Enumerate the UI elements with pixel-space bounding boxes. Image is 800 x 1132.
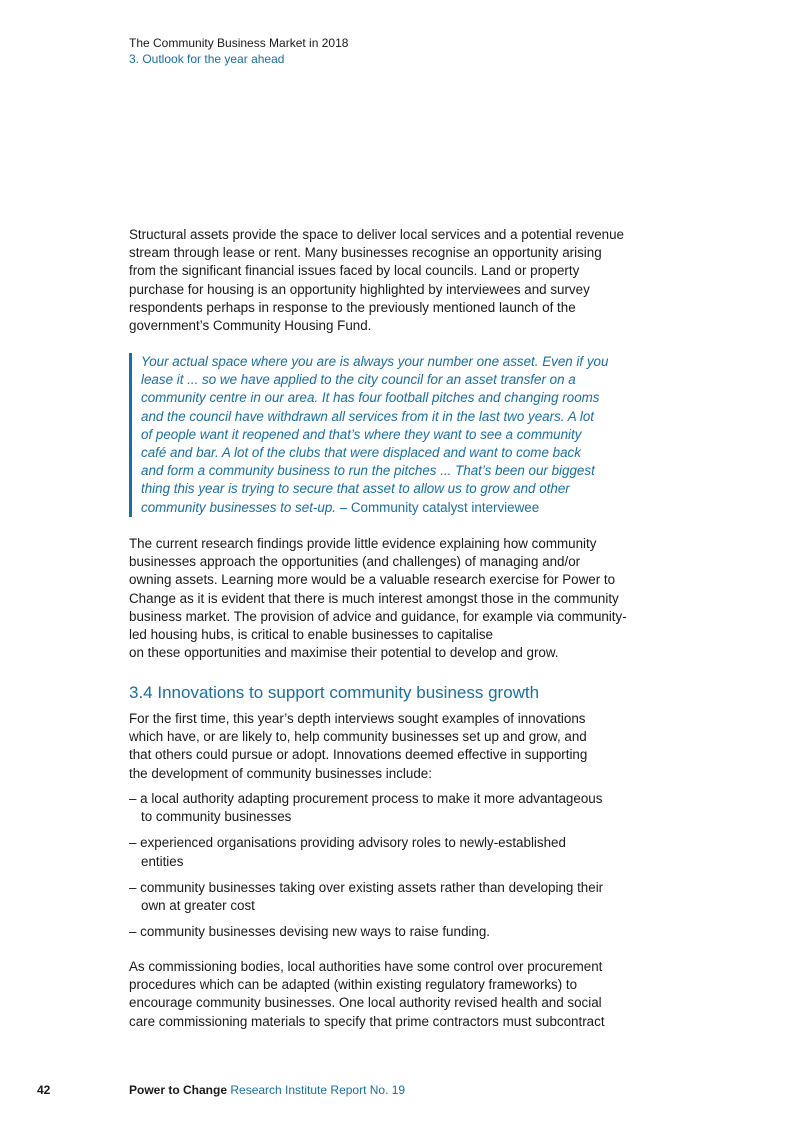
running-header (129, 35, 348, 67)
list-item (129, 834, 603, 870)
section-title: 3. Outlook for the year ahead (129, 52, 285, 66)
text-line: that others could pursue or adopt. Innovations deemed effective in supporting (129, 747, 588, 763)
text-line: owning assets. Learning more would be a valuable research exercise for Power to (129, 572, 616, 588)
quote-line: lease it ... so we have applied to the city council for an asset transfer on a (141, 372, 576, 388)
paragraph-structural-assets (129, 226, 624, 335)
quote-line: and the council have withdrawn all services from it in the last two years. A lot (141, 408, 595, 424)
text-line: purchase for housing is an opportunity highlighted by interviewees and survey (129, 281, 590, 297)
page-number: 42 (37, 1083, 51, 1097)
report-name: Research Institute Report No. 19 (227, 1083, 406, 1097)
quote-line: Your actual space where you are is always your number one asset. Even if you (141, 354, 609, 369)
text-line: led housing hubs, is critical to enable businesses to capitalise (129, 627, 493, 643)
list-item-line: own at greater cost (141, 898, 255, 914)
innovations-list (129, 790, 603, 949)
list-item-line: – experienced organisations providing advisory roles to newly-established (129, 835, 566, 851)
text-line: stream through lease or rent. Many businesses recognise an opportunity arising (129, 245, 602, 261)
text-line: The current research findings provide little evidence explaining how community (129, 536, 597, 551)
text-line: business market. The provision of advice and guidance, for example via community- (129, 608, 627, 624)
quote-line: and form a community business to run the pitches ... That’s been our biggest (141, 463, 595, 479)
text-line: Structural assets provide the space to deliver local services and a potential revenue (129, 227, 624, 242)
quote-line: thing this year is trying to secure that asset to allow us to grow and other (141, 481, 570, 497)
text-line: from the significant financial issues faced by local councils. Land or property (129, 263, 580, 279)
quote-line: of people want it reopened and that’s where they want to see a community (141, 426, 582, 442)
list-item (129, 790, 603, 826)
quote-line: café and bar. A lot of the clubs that were displaced and want to come back (141, 445, 581, 461)
list-item (129, 923, 603, 941)
text-line: which have, or are likely to, help community businesses set up and grow, and (129, 729, 587, 745)
list-item-line: – community businesses taking over existing assets rather than developing their (129, 879, 604, 895)
quote-attribution: – Community catalyst interviewee (336, 499, 540, 515)
text-line: procedures which can be adapted (within existing regulatory frameworks) to (129, 977, 578, 993)
footer-publication (129, 1082, 405, 1098)
list-item-line: entities (141, 853, 184, 869)
paragraph-commissioning (129, 958, 605, 1031)
quote-last-line (141, 499, 681, 517)
text-line: on these opportunities and maximise their potential to develop and grow. (129, 645, 559, 661)
list-item-line: – community businesses devising new ways to raise funding. (129, 924, 490, 940)
section-heading: 3.4 Innovations to support community business growth (129, 683, 540, 702)
paragraph-innovations-intro (129, 710, 587, 783)
text-line: respondents perhaps in response to the previously mentioned launch of the (129, 299, 576, 315)
paragraph-research-findings (129, 535, 627, 662)
quote-text: community businesses to set-up. (141, 499, 336, 515)
report-title: The Community Business Market in 2018 (129, 36, 349, 50)
text-line: encourage community businesses. One local authority revised health and social (129, 995, 602, 1011)
text-line: government’s Community Housing Fund. (129, 318, 372, 334)
text-line: businesses approach the opportunities (and challenges) of managing and/or (129, 554, 581, 570)
quote-line: community centre in our area. It has four football pitches and changing rooms (141, 390, 600, 406)
list-item-line: – a local authority adapting procurement process to make it more advantageous (129, 791, 603, 806)
text-line: As commissioning bodies, local authorities have some control over procurement (129, 959, 603, 974)
text-line: For the first time, this year’s depth interviews sought examples of innovations (129, 711, 586, 726)
publisher-name: Power to Change (129, 1083, 228, 1097)
list-item (129, 879, 603, 915)
text-line: the development of community businesses include: (129, 765, 432, 781)
text-line: care commissioning materials to specify that prime contractors must subcontract (129, 1013, 605, 1029)
pull-quote (129, 353, 681, 517)
text-line: Change as it is evident that there is much interest amongst those in the community (129, 590, 619, 606)
list-item-line: to community businesses (141, 809, 292, 825)
